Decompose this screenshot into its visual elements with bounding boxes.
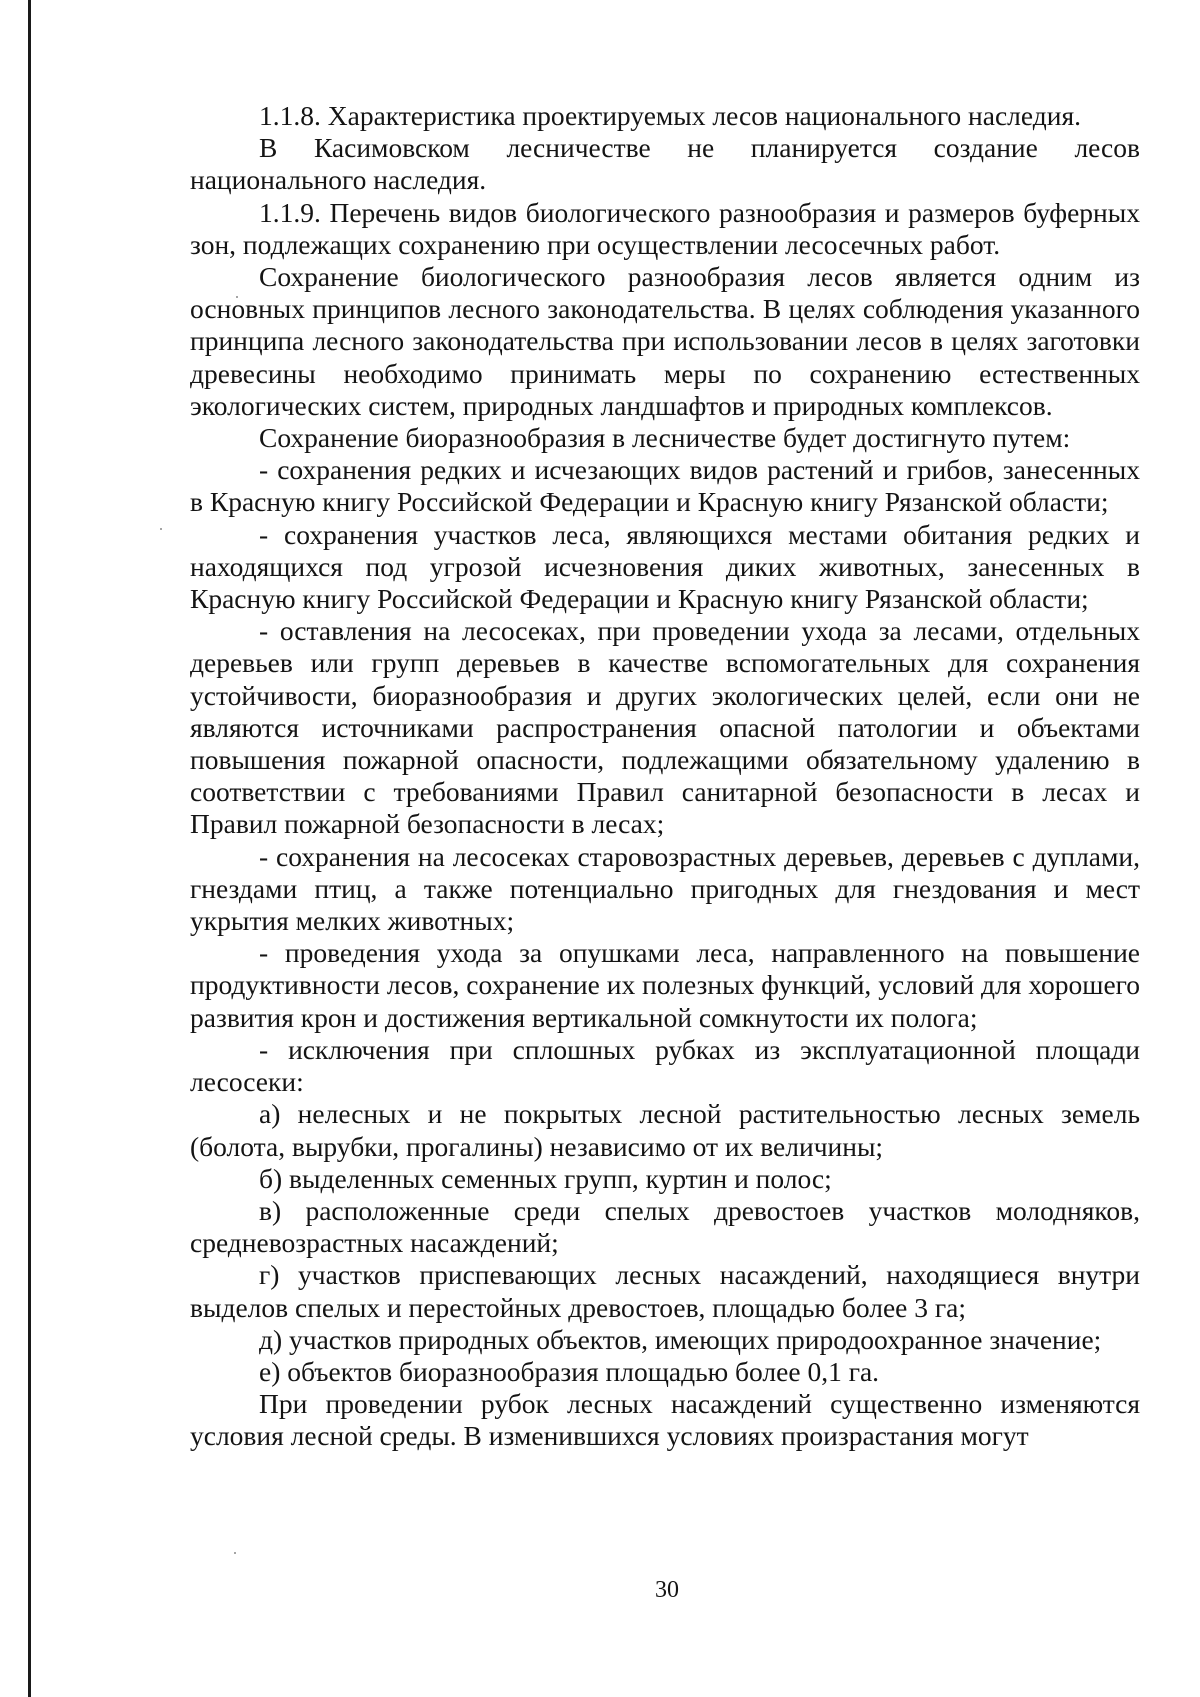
scan-speck xyxy=(160,528,162,530)
scan-edge-line xyxy=(28,0,31,1697)
section-heading-1-1-8: 1.1.8. Характеристика проектируемых лесов национального наследия. xyxy=(259,100,1081,131)
document-body xyxy=(190,100,1140,1453)
paragraph: Сохранение биологического разнообразия лесов является одним из основных принципов лесного законодательства. В целях соблюдения указанного принципа лесного законодательства при использовании лесов в целях заготовки древесины необходимо принимать меры по сохранению естественных экологических систем, природных ландшафтов и природных комплексов. xyxy=(190,261,1140,421)
sub-list-item: б) выделенных семенных групп, куртин и полос; xyxy=(259,1162,832,1194)
list-item: - сохранения участков леса, являющихся местами обитания редких и находящихся под угрозой исчезновения диких животных, занесенных в Красную книгу Российской Федерации и Красную книгу Рязанской области; xyxy=(190,518,1140,615)
sub-list-item: а) нелесных и не покрытых лесной растительностью лесных земель (болота, вырубки, прогалины) независимо от их величины; xyxy=(190,1098,1140,1162)
paragraph: Сохранение биоразнообразия в лесничестве будет достигнуто путем: xyxy=(259,422,1071,454)
sub-list-item: д) участков природных объектов, имеющих природоохранное значение; xyxy=(259,1323,1102,1355)
list-item: - оставления на лесосеках, при проведении ухода за лесами, отдельных деревьев или групп деревьев в качестве вспомогательных для сохранения устойчивости, биоразнообразия и других экологических целей, если они не являются источниками распространения опасной патологии и объектами повышения пожарной опасности, подлежащими обязательному удалению в соответствии с требованиями Правил санитарной безопасности в лесах и Правил пожарной безопасности в лесах; xyxy=(190,615,1140,840)
paragraph: В Касимовском лесничестве не планируется создание лесов национального наследия. xyxy=(190,132,1140,196)
paragraph: При проведении рубок лесных насаждений существенно изменяются условия лесной среды. В изменившихся условиях произрастания могут xyxy=(190,1388,1140,1452)
list-item: - исключения при сплошных рубках из эксплуатационной площади лесосеки: xyxy=(190,1033,1140,1098)
list-item: - сохранения на лесосеках старовозрастных деревьев, деревьев с дуплами, гнездами птиц, а также потенциально пригодных для гнездования и мест укрытия мелких животных; xyxy=(190,840,1140,937)
list-item: - сохранения редких и исчезающих видов растений и грибов, занесенных в Красную книгу Российской Федерации и Красную книгу Рязанской области; xyxy=(190,454,1140,518)
sub-list-item: г) участков приспевающих лесных насаждений, находящиеся внутри выделов спелых и перестойных древостоев, площадью более 3 га; xyxy=(190,1259,1140,1323)
sub-list-item: в) расположенные среди спелых древостоев участков молодняков, средневозрастных насаждений; xyxy=(190,1194,1140,1259)
page-number: 30 xyxy=(655,1577,679,1603)
section-heading-1-1-9: 1.1.9. Перечень видов биологического разнообразия и размеров буферных зон, подлежащих сохранению при осуществлении лесосечных работ. xyxy=(190,196,1140,260)
sub-list-item: е) объектов биоразнообразия площадью более 0,1 га. xyxy=(259,1355,880,1387)
list-item: - проведения ухода за опушками леса, направленного на повышение продуктивности лесов, сохранение их полезных функций, условий для хорошего развития крон и достижения вертикальной сомкнутости их полога; xyxy=(190,937,1140,1033)
scan-speck xyxy=(234,1552,236,1554)
